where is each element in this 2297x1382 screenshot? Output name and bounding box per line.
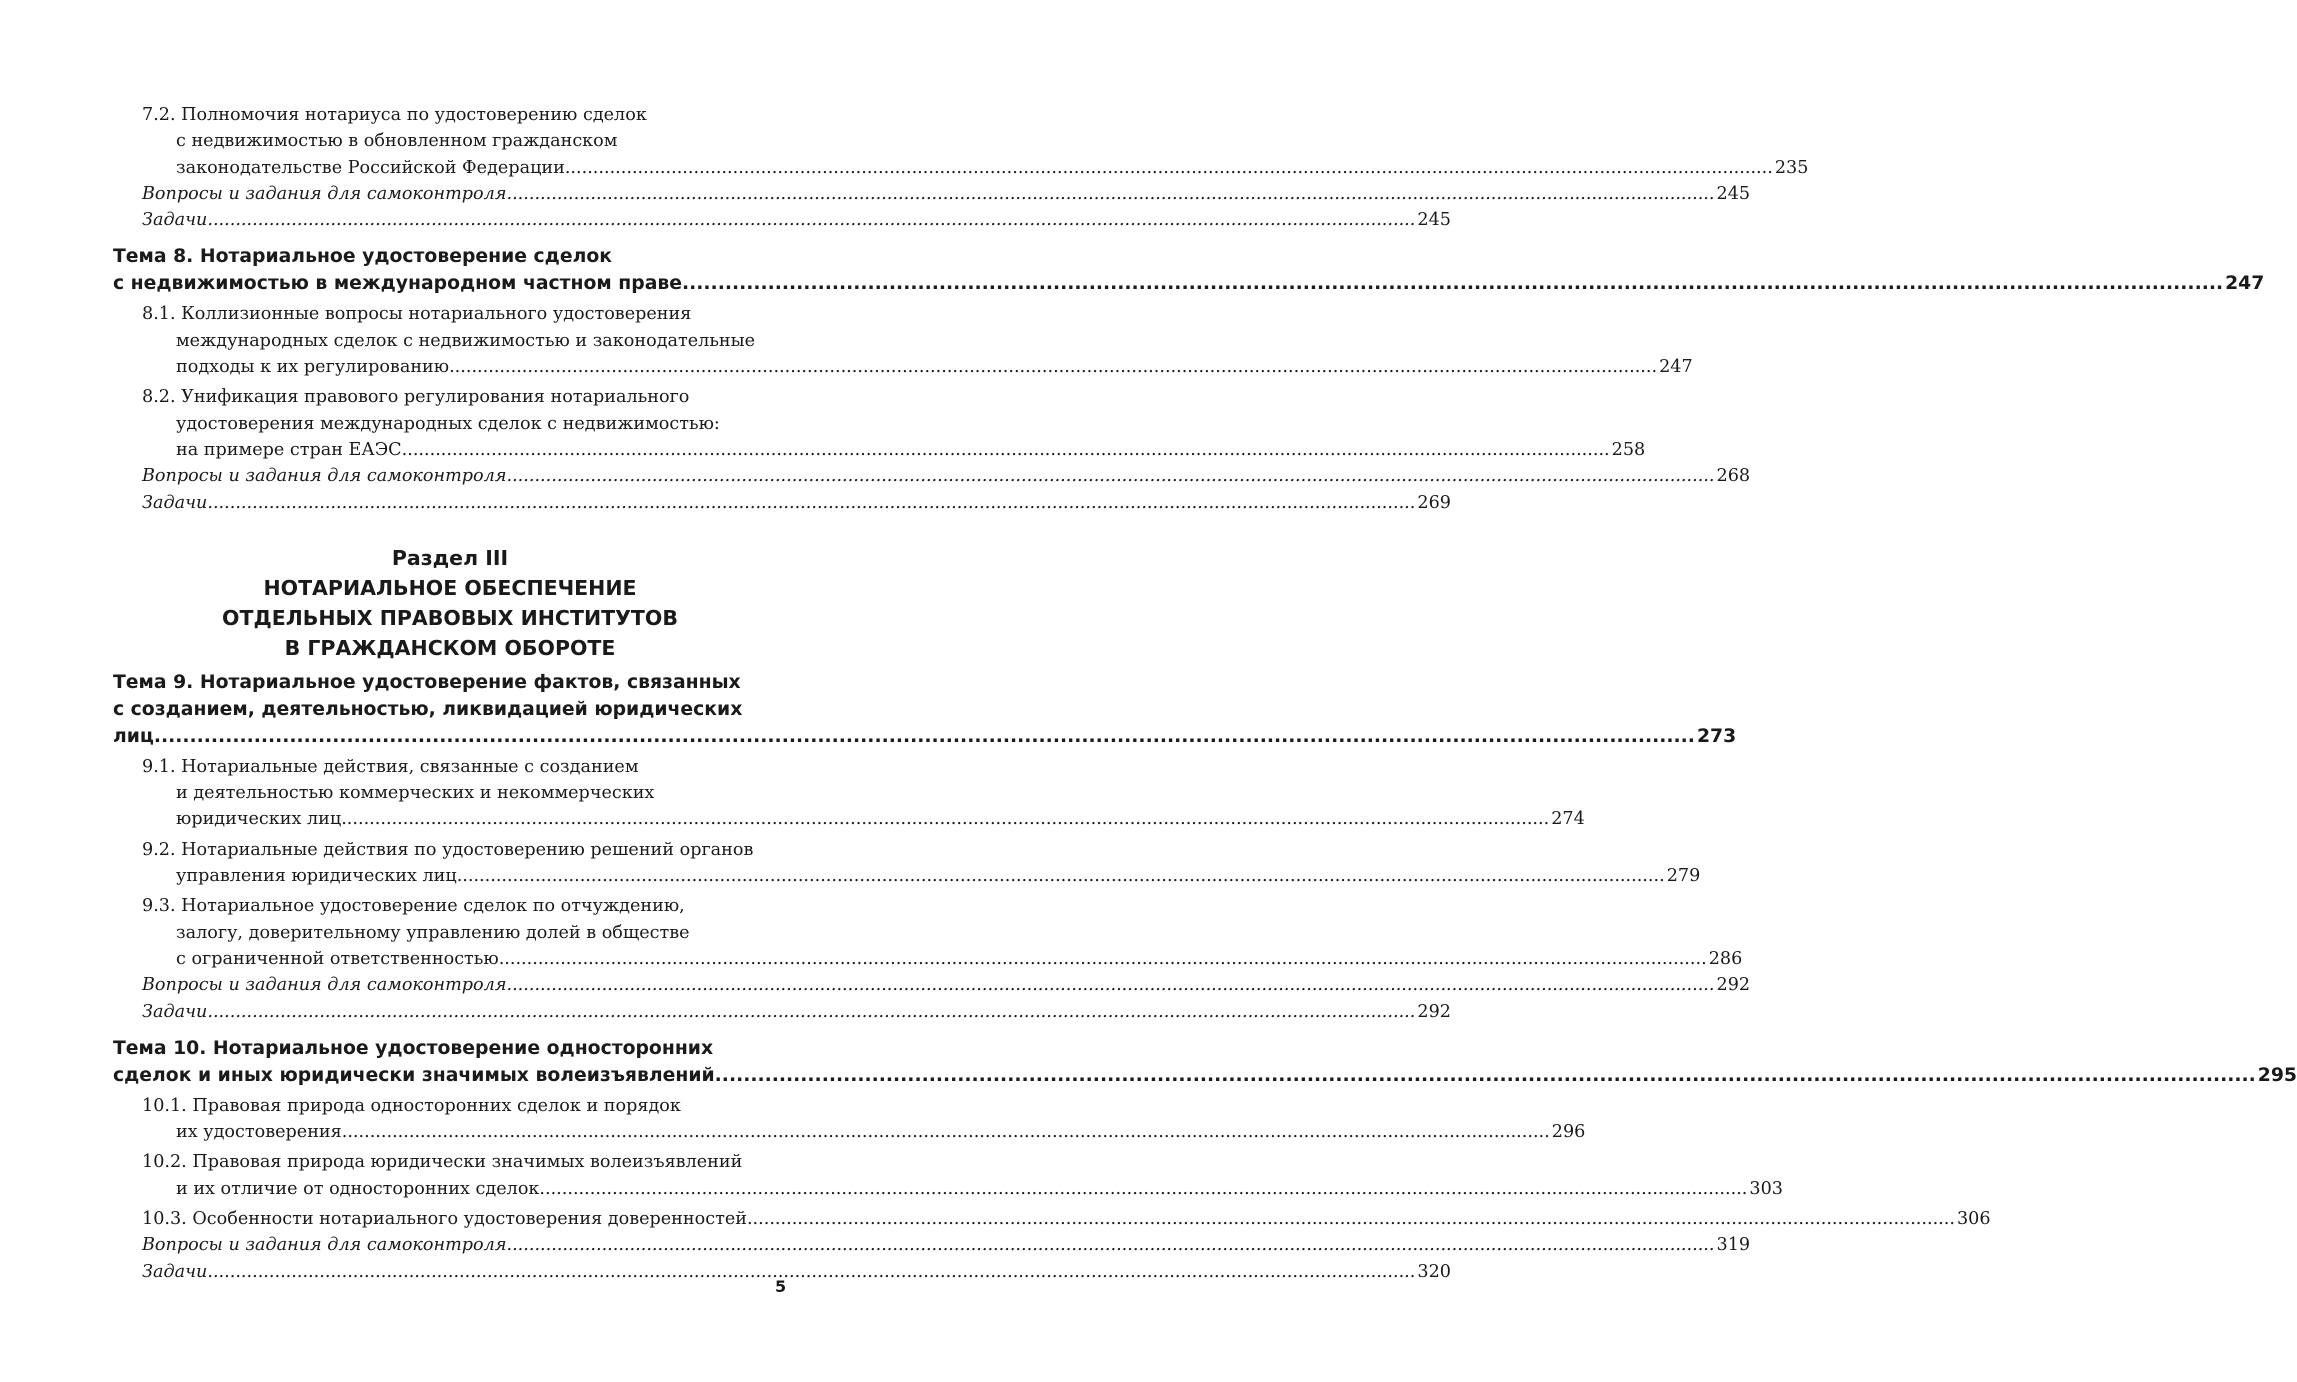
toc-topic-9: Тема 9. Нотариальное удостоверение фактов, связанных с созданием, деятельностью, ликвидацией юридических лиц ..... 273 <box>113 669 787 750</box>
toc-entry-questions: Вопросы и задания для самоконтроля ..... 268 <box>113 463 787 489</box>
page-ref: 235 <box>1774 157 1809 178</box>
page-ref: 292 <box>1417 1001 1451 1022</box>
toc-entry-questions: Вопросы и задания для самоконтроля ..... 245 <box>113 181 787 207</box>
toc-entry-8-1: 8.1. Коллизионные вопросы нотариального удостоверения международных сделок с недвижимостью и законодательные подходы к их регулированию ..... 247 <box>113 301 787 380</box>
page-ref: 286 <box>1708 948 1743 969</box>
toc-entry-10-1: 10.1. Правовая природа односторонних сделок и порядок их удостоверения ..... 296 <box>113 1093 787 1146</box>
section-number: Раздел III <box>391 545 509 570</box>
page-ref: 296 <box>1551 1122 1586 1143</box>
page-ref: 273 <box>1696 725 1737 747</box>
page-ref: 247 <box>2225 273 2265 295</box>
toc-entry-10-3: 10.3. Особенности нотариального удостоверения доверенностей ..... 306 <box>113 1206 787 1232</box>
page-ref: 258 <box>1611 439 1646 460</box>
toc-entry-10-2: 10.2. Правовая природа юридически значимых волеизъявлений и их отличие от односторонних сделок ..... 303 <box>113 1149 787 1202</box>
toc-entry-7-2: 7.2. Полномочия нотариуса по удостоверению сделок с недвижимостью в обновленном гражданском законодательстве Российской Федерации ..... 235 <box>113 102 787 181</box>
toc-entry-tasks: Задачи ..... 320 <box>113 1259 787 1285</box>
page-ref: 245 <box>1716 183 1751 204</box>
page-ref: 268 <box>1716 466 1751 487</box>
toc-entry-9-2: 9.2. Нотариальные действия по удостоверению решений органов управления юридических лиц ..... 279 <box>113 837 787 890</box>
page-number: 5 <box>775 1277 787 1296</box>
toc-entry-tasks: Задачи ..... 245 <box>113 207 787 233</box>
toc-entry-tasks: Задачи ..... 292 <box>113 999 787 1025</box>
page-ref: 306 <box>1956 1209 1991 1230</box>
toc-entry-9-3: 9.3. Нотариальное удостоверение сделок по отчуждению, залогу, доверительному управлению долей в обществе с ограниченной ответственностью ..... 286 <box>113 893 787 972</box>
page-ref: 247 <box>1659 357 1693 378</box>
toc-entry-8-2: 8.2. Унификация правового регулирования нотариального удостоверения международных сделок с недвижимостью: на примере стран ЕАЭС ..... 258 <box>113 384 787 463</box>
page-ref: 245 <box>1417 210 1451 231</box>
page-ref: 320 <box>1417 1261 1451 1282</box>
toc-topic-8: Тема 8. Нотариальное удостоверение сделок с недвижимостью в международном частном праве ..... 247 <box>113 243 787 297</box>
page-ref: 303 <box>1749 1178 1783 1199</box>
toc-entry-questions: Вопросы и задания для самоконтроля ..... 319 <box>113 1232 787 1258</box>
page-ref: 274 <box>1551 809 1585 830</box>
page-ref: 292 <box>1716 975 1751 996</box>
section-heading <box>113 543 787 663</box>
section-title-line-1: НОТАРИАЛЬНОЕ ОБЕСПЕЧЕНИЕ <box>263 575 637 600</box>
toc-entry-tasks: Задачи ..... 269 <box>113 490 787 516</box>
page-ref: 279 <box>1666 866 1701 887</box>
page-ref: 269 <box>1417 492 1451 513</box>
section-title-line-2: ОТДЕЛЬНЫХ ПРАВОВЫХ ИНСТИТУТОВ <box>222 605 678 630</box>
section-title-line-3: В ГРАЖДАНСКОМ ОБОРОТЕ <box>284 635 616 660</box>
toc-topic-10: Тема 10. Нотариальное удостоверение односторонних сделок и иных юридически значимых волеизъявлений ..... 295 <box>113 1035 787 1089</box>
page-ref: 319 <box>1716 1235 1751 1256</box>
toc-entry-questions: Вопросы и задания для самоконтроля ..... 292 <box>113 972 787 998</box>
page-ref: 295 <box>2257 1064 2297 1086</box>
table-of-contents <box>113 98 2297 1285</box>
toc-entry-9-1: 9.1. Нотариальные действия, связанные с созданием и деятельностью коммерческих и некоммерческих юридических лиц ..... 274 <box>113 754 787 833</box>
